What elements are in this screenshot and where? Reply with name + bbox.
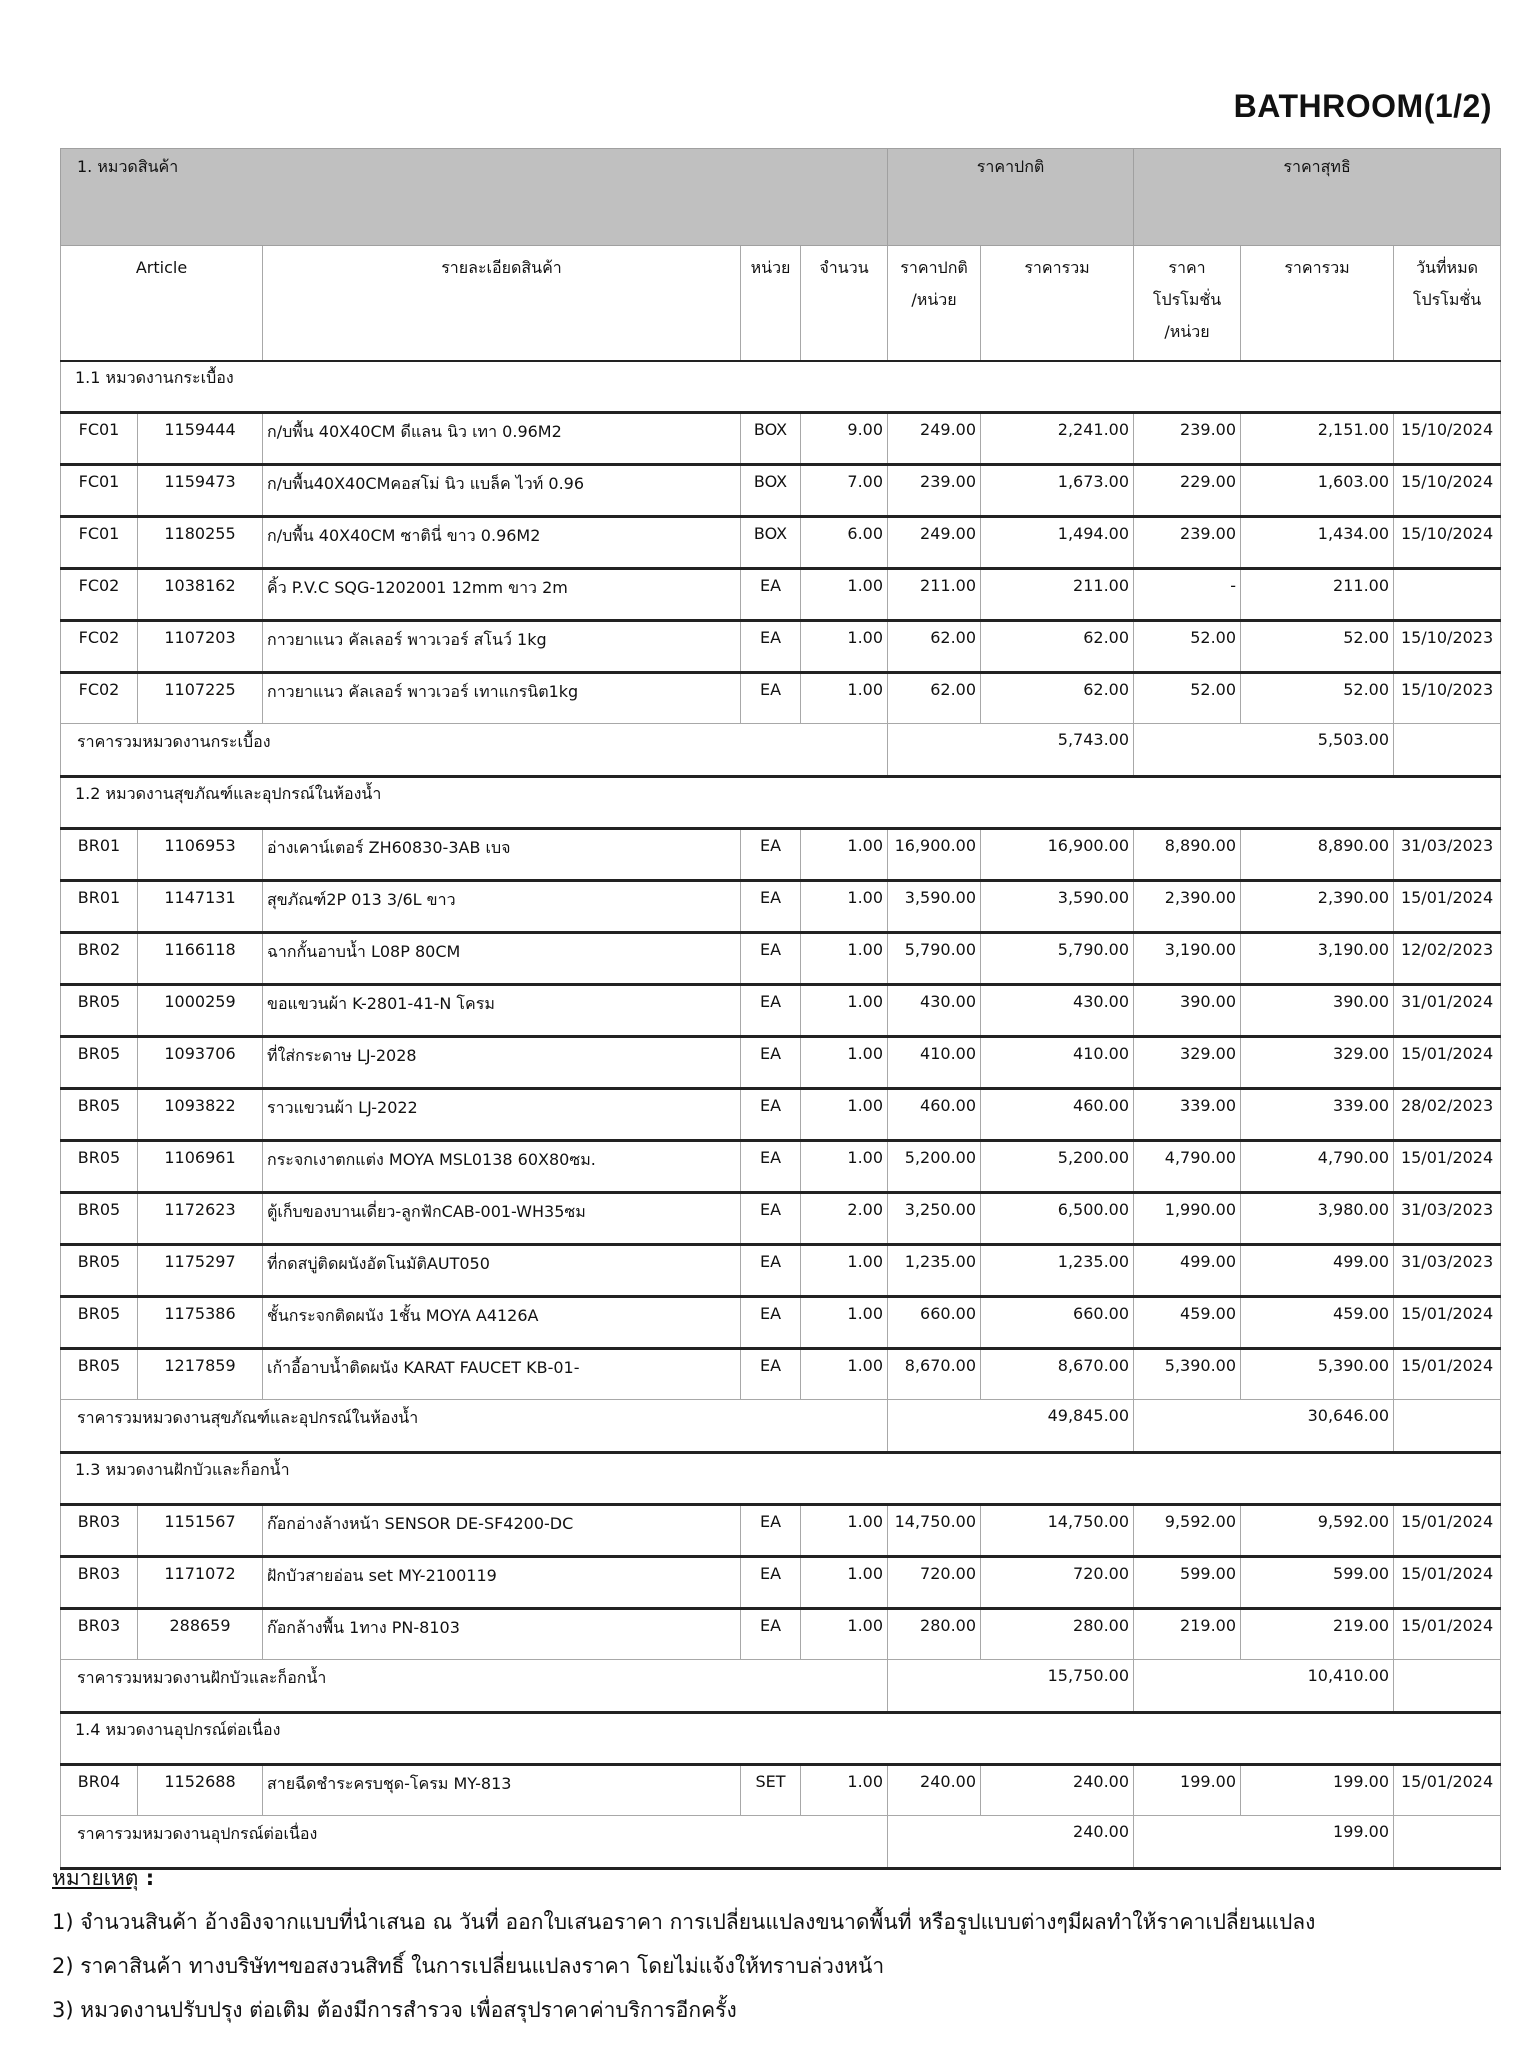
item-qty: 1.00: [801, 1765, 888, 1816]
item-total: 430.00: [981, 985, 1134, 1037]
item-promo-end: 31/03/2023: [1394, 829, 1501, 881]
item-unit: EA: [741, 933, 801, 985]
item-qty: 7.00: [801, 465, 888, 517]
item-description: เก้าอี้อาบน้ำติดผนัง KARAT FAUCET KB-01-: [263, 1349, 741, 1400]
item-total: 660.00: [981, 1297, 1134, 1349]
item-description: ตู้เก็บของบานเดี่ยว-ลูกฟักCAB-001-WH35ซม: [263, 1193, 741, 1245]
item-unit-price: 3,590.00: [888, 881, 981, 933]
item-description: ชั้นกระจกติดผนัง 1ชั้น MOYA A4126A: [263, 1297, 741, 1349]
subtotal-label: ราคารวมหมวดงานกระเบื้อง: [61, 724, 888, 777]
item-unit-price: 3,250.00: [888, 1193, 981, 1245]
item-net-total: 4,790.00: [1241, 1141, 1394, 1193]
table-row: [61, 1245, 1501, 1297]
item-unit-price: 249.00: [888, 413, 981, 465]
item-promo-price: 9,592.00: [1134, 1505, 1241, 1557]
group-code: FC02: [61, 673, 138, 724]
item-promo-price: 5,390.00: [1134, 1349, 1241, 1400]
article-number: 1038162: [138, 569, 263, 621]
item-promo-end: 15/01/2024: [1394, 1505, 1501, 1557]
item-unit-price: 720.00: [888, 1557, 981, 1609]
item-total: 5,790.00: [981, 933, 1134, 985]
item-description: ราวแขวนผ้า LJ-2022: [263, 1089, 741, 1141]
item-qty: 1.00: [801, 985, 888, 1037]
subtotal-blank: [1394, 1660, 1501, 1713]
table-row: [61, 881, 1501, 933]
item-net-total: 599.00: [1241, 1557, 1394, 1609]
item-unit: EA: [741, 1297, 801, 1349]
item-net-total: 1,434.00: [1241, 517, 1394, 569]
item-qty: 1.00: [801, 1609, 888, 1660]
item-promo-end: 15/10/2024: [1394, 517, 1501, 569]
subtotal-row: [61, 1660, 1501, 1713]
subtotal-net: 5,503.00: [1134, 724, 1394, 777]
article-number: 1175386: [138, 1297, 263, 1349]
item-net-total: 3,980.00: [1241, 1193, 1394, 1245]
item-promo-price: 239.00: [1134, 517, 1241, 569]
article-number: 1152688: [138, 1765, 263, 1816]
group-code: BR03: [61, 1505, 138, 1557]
item-net-total: 459.00: [1241, 1297, 1394, 1349]
item-promo-price: 329.00: [1134, 1037, 1241, 1089]
item-description: ก๊อกอ่างล้างหน้า SENSOR DE-SF4200-DC: [263, 1505, 741, 1557]
item-net-total: 211.00: [1241, 569, 1394, 621]
table-row: [61, 1765, 1501, 1816]
group-code: FC02: [61, 621, 138, 673]
item-total: 14,750.00: [981, 1505, 1134, 1557]
item-unit: EA: [741, 1141, 801, 1193]
subtotal-blank: [1394, 724, 1501, 777]
item-unit: EA: [741, 569, 801, 621]
section-header-row: [61, 777, 1501, 829]
subtotal-label: ราคารวมหมวดงานสุขภัณฑ์และอุปกรณ์ในห้องน้ำ: [61, 1400, 888, 1453]
article-number: 1217859: [138, 1349, 263, 1400]
item-qty: 1.00: [801, 829, 888, 881]
item-promo-price: 199.00: [1134, 1765, 1241, 1816]
item-qty: 1.00: [801, 1505, 888, 1557]
item-unit: EA: [741, 1245, 801, 1297]
item-promo-price: 52.00: [1134, 673, 1241, 724]
item-promo-end: 15/01/2024: [1394, 1557, 1501, 1609]
item-qty: 1.00: [801, 1089, 888, 1141]
group-code: BR01: [61, 881, 138, 933]
table-row: [61, 1037, 1501, 1089]
subtotal-regular: 15,750.00: [888, 1660, 1134, 1713]
item-description: ก/บพื้น 40X40CM ซาตินี่ ขาว 0.96M2: [263, 517, 741, 569]
group-code: BR01: [61, 829, 138, 881]
section-title: 1.1 หมวดงานกระเบื้อง: [61, 361, 1501, 413]
item-unit: EA: [741, 1505, 801, 1557]
item-qty: 1.00: [801, 1141, 888, 1193]
notes-colon: :: [138, 1866, 155, 1890]
subtotal-row: [61, 724, 1501, 777]
item-total: 720.00: [981, 1557, 1134, 1609]
group-code: BR05: [61, 1089, 138, 1141]
item-total: 3,590.00: [981, 881, 1134, 933]
subtotal-label: ราคารวมหมวดงานอุปกรณ์ต่อเนื่อง: [61, 1816, 888, 1869]
item-unit-price: 62.00: [888, 673, 981, 724]
item-description: กาวยาแนว คัลเลอร์ พาวเวอร์ สโนว์ 1kg: [263, 621, 741, 673]
item-promo-end: 31/03/2023: [1394, 1193, 1501, 1245]
article-number: 1159444: [138, 413, 263, 465]
item-qty: 2.00: [801, 1193, 888, 1245]
article-number: 1107203: [138, 621, 263, 673]
item-description: ก/บพื้น 40X40CM ดีแลน นิว เทา 0.96M2: [263, 413, 741, 465]
item-description: อ่างเคาน์เตอร์ ZH60830-3AB เบจ: [263, 829, 741, 881]
group-code: BR05: [61, 1037, 138, 1089]
section-title: 1.3 หมวดงานฝักบัวและก็อกน้ำ: [61, 1453, 1501, 1505]
subtotal-net: 10,410.00: [1134, 1660, 1394, 1713]
item-unit: BOX: [741, 465, 801, 517]
group-code: BR04: [61, 1765, 138, 1816]
item-total: 6,500.00: [981, 1193, 1134, 1245]
group-code: BR05: [61, 1245, 138, 1297]
group-code: BR05: [61, 1193, 138, 1245]
item-unit-price: 239.00: [888, 465, 981, 517]
item-description: คิ้ว P.V.C SQG-1202001 12mm ขาว 2m: [263, 569, 741, 621]
notes-title: หมายเหตุ: [52, 1866, 139, 1890]
item-total: 5,200.00: [981, 1141, 1134, 1193]
item-net-total: 9,592.00: [1241, 1505, 1394, 1557]
group-code: BR02: [61, 933, 138, 985]
item-unit: SET: [741, 1765, 801, 1816]
article-number: 1166118: [138, 933, 263, 985]
item-net-total: 52.00: [1241, 673, 1394, 724]
item-unit: EA: [741, 1557, 801, 1609]
col-qty: จำนวน: [801, 246, 888, 362]
subtotal-row: [61, 1400, 1501, 1453]
item-total: 240.00: [981, 1765, 1134, 1816]
header-columns-row: [61, 246, 1501, 362]
item-net-total: 8,890.00: [1241, 829, 1394, 881]
item-promo-end: 12/02/2023: [1394, 933, 1501, 985]
item-net-total: 3,190.00: [1241, 933, 1394, 985]
subtotal-label: ราคารวมหมวดงานฝักบัวและก็อกน้ำ: [61, 1660, 888, 1713]
section-title: 1.2 หมวดงานสุขภัณฑ์และอุปกรณ์ในห้องน้ำ: [61, 777, 1501, 829]
item-total: 16,900.00: [981, 829, 1134, 881]
table-row: [61, 569, 1501, 621]
article-number: 1147131: [138, 881, 263, 933]
group-code: FC01: [61, 413, 138, 465]
item-promo-end: [1394, 569, 1501, 621]
item-unit-price: 460.00: [888, 1089, 981, 1141]
subtotal-blank: [1394, 1400, 1501, 1453]
notes-block: [52, 1856, 1315, 2032]
note-line-1: 1) จำนวนสินค้า อ้างอิงจากแบบที่นำเสนอ ณ วันที่ ออกใบเสนอราคา การเปลี่ยนแปลงขนาดพื้นที่ หรือรูปแบบต่างๆมีผลทำให้ราคาเปลี่ยนแปลง: [52, 1910, 1316, 1934]
table-row: [61, 673, 1501, 724]
item-unit-price: 5,200.00: [888, 1141, 981, 1193]
item-total: 62.00: [981, 621, 1134, 673]
item-total: 62.00: [981, 673, 1134, 724]
item-promo-end: 15/01/2024: [1394, 1037, 1501, 1089]
col-article: Article: [61, 246, 263, 362]
item-description: ขอแขวนผ้า K-2801-41-N โครม: [263, 985, 741, 1037]
article-number: 1159473: [138, 465, 263, 517]
item-promo-end: 28/02/2023: [1394, 1089, 1501, 1141]
item-description: สายฉีดชำระครบชุด-โครม MY-813: [263, 1765, 741, 1816]
item-description: ก/บพื้น40X40CMคอสโม่ นิว แบล็ค ไวท์ 0.96: [263, 465, 741, 517]
item-promo-end: 31/03/2023: [1394, 1245, 1501, 1297]
table-row: [61, 1505, 1501, 1557]
article-number: 288659: [138, 1609, 263, 1660]
item-total: 1,673.00: [981, 465, 1134, 517]
section-title: 1.4 หมวดงานอุปกรณ์ต่อเนื่อง: [61, 1713, 1501, 1765]
item-promo-end: 15/10/2023: [1394, 621, 1501, 673]
regular-price-group: ราคาปกติ: [888, 149, 1134, 246]
item-promo-end: 15/01/2024: [1394, 881, 1501, 933]
item-promo-price: 229.00: [1134, 465, 1241, 517]
item-qty: 1.00: [801, 881, 888, 933]
section-header-row: [61, 361, 1501, 413]
item-net-total: 5,390.00: [1241, 1349, 1394, 1400]
item-description: ที่ใส่กระดาษ LJ-2028: [263, 1037, 741, 1089]
item-unit-price: 211.00: [888, 569, 981, 621]
item-promo-end: 31/01/2024: [1394, 985, 1501, 1037]
article-number: 1175297: [138, 1245, 263, 1297]
item-qty: 9.00: [801, 413, 888, 465]
item-unit-price: 410.00: [888, 1037, 981, 1089]
group-code: BR03: [61, 1609, 138, 1660]
item-unit: EA: [741, 673, 801, 724]
item-unit: EA: [741, 1609, 801, 1660]
item-net-total: 1,603.00: [1241, 465, 1394, 517]
table-row: [61, 1557, 1501, 1609]
col-net-total: ราคารวม: [1241, 246, 1394, 362]
item-promo-price: 499.00: [1134, 1245, 1241, 1297]
item-qty: 1.00: [801, 933, 888, 985]
item-unit-price: 1,235.00: [888, 1245, 981, 1297]
item-promo-end: 15/01/2024: [1394, 1765, 1501, 1816]
item-unit-price: 16,900.00: [888, 829, 981, 881]
item-unit-price: 240.00: [888, 1765, 981, 1816]
article-number: 1093706: [138, 1037, 263, 1089]
table-row: [61, 621, 1501, 673]
item-net-total: 329.00: [1241, 1037, 1394, 1089]
table-row: [61, 1193, 1501, 1245]
col-regular-total: ราคารวม: [981, 246, 1134, 362]
subtotal-regular: 5,743.00: [888, 724, 1134, 777]
item-description: สุขภัณฑ์2P 013 3/6L ขาว: [263, 881, 741, 933]
item-promo-price: 3,190.00: [1134, 933, 1241, 985]
group-code: BR05: [61, 985, 138, 1037]
section-header-row: [61, 1713, 1501, 1765]
item-unit-price: 62.00: [888, 621, 981, 673]
table-row: [61, 985, 1501, 1037]
col-regular-unit-price: ราคาปกติ /หน่วย: [888, 246, 981, 362]
item-promo-price: 390.00: [1134, 985, 1241, 1037]
item-total: 460.00: [981, 1089, 1134, 1141]
article-number: 1106953: [138, 829, 263, 881]
item-unit: EA: [741, 985, 801, 1037]
item-qty: 1.00: [801, 569, 888, 621]
item-promo-price: 219.00: [1134, 1609, 1241, 1660]
header-group-row: [61, 149, 1501, 246]
item-qty: 1.00: [801, 1037, 888, 1089]
subtotal-net: 199.00: [1134, 1816, 1394, 1869]
col-description: รายละเอียดสินค้า: [263, 246, 741, 362]
item-unit-price: 14,750.00: [888, 1505, 981, 1557]
item-description: ฉากกั้นอาบน้ำ L08P 80CM: [263, 933, 741, 985]
item-description: กาวยาแนว คัลเลอร์ พาวเวอร์ เทาแกรนิต1kg: [263, 673, 741, 724]
table-row: [61, 1141, 1501, 1193]
item-unit: EA: [741, 1089, 801, 1141]
col-unit: หน่วย: [741, 246, 801, 362]
table-row: [61, 1609, 1501, 1660]
item-unit: EA: [741, 1037, 801, 1089]
group-code: FC01: [61, 465, 138, 517]
subtotal-blank: [1394, 1816, 1501, 1869]
item-promo-price: 239.00: [1134, 413, 1241, 465]
item-unit-price: 430.00: [888, 985, 981, 1037]
item-promo-price: 8,890.00: [1134, 829, 1241, 881]
item-promo-price: 2,390.00: [1134, 881, 1241, 933]
section-header-row: [61, 1453, 1501, 1505]
article-number: 1000259: [138, 985, 263, 1037]
item-qty: 1.00: [801, 1297, 888, 1349]
subtotal-regular: 49,845.00: [888, 1400, 1134, 1453]
item-promo-price: 599.00: [1134, 1557, 1241, 1609]
item-net-total: 499.00: [1241, 1245, 1394, 1297]
item-net-total: 219.00: [1241, 1609, 1394, 1660]
item-total: 1,494.00: [981, 517, 1134, 569]
item-total: 2,241.00: [981, 413, 1134, 465]
table-row: [61, 1349, 1501, 1400]
article-number: 1151567: [138, 1505, 263, 1557]
group-code: BR05: [61, 1297, 138, 1349]
table-row: [61, 465, 1501, 517]
group-code: BR05: [61, 1349, 138, 1400]
item-unit: EA: [741, 1349, 801, 1400]
item-unit: EA: [741, 829, 801, 881]
item-total: 8,670.00: [981, 1349, 1134, 1400]
item-promo-price: 1,990.00: [1134, 1193, 1241, 1245]
article-number: 1180255: [138, 517, 263, 569]
item-promo-end: 15/01/2024: [1394, 1609, 1501, 1660]
subtotal-regular: 240.00: [888, 1816, 1134, 1869]
note-line-2: 2) ราคาสินค้า ทางบริษัทฯขอสงวนสิทธิ์ ในการเปลี่ยนแปลงราคา โดยไม่แจ้งให้ทราบล่วงหน้า: [52, 1954, 885, 1978]
article-number: 1171072: [138, 1557, 263, 1609]
item-unit: BOX: [741, 517, 801, 569]
category-label: 1. หมวดสินค้า: [61, 149, 888, 246]
table-row: [61, 1297, 1501, 1349]
item-net-total: 339.00: [1241, 1089, 1394, 1141]
item-net-total: 52.00: [1241, 621, 1394, 673]
subtotal-net: 30,646.00: [1134, 1400, 1394, 1453]
item-unit-price: 5,790.00: [888, 933, 981, 985]
item-description: ก๊อกล้างพื้น 1ทาง PN-8103: [263, 1609, 741, 1660]
item-description: ฝักบัวสายอ่อน set MY-2100119: [263, 1557, 741, 1609]
item-net-total: 199.00: [1241, 1765, 1394, 1816]
item-promo-price: -: [1134, 569, 1241, 621]
table-row: [61, 413, 1501, 465]
item-promo-end: 15/10/2023: [1394, 673, 1501, 724]
group-code: BR05: [61, 1141, 138, 1193]
item-promo-price: 4,790.00: [1134, 1141, 1241, 1193]
quotation-table: [60, 148, 1501, 1870]
item-unit-price: 8,670.00: [888, 1349, 981, 1400]
item-promo-price: 339.00: [1134, 1089, 1241, 1141]
col-promo-end: วันที่หมด โปรโมชั่น: [1394, 246, 1501, 362]
page-title: BATHROOM(1/2): [1233, 88, 1492, 124]
item-total: 211.00: [981, 569, 1134, 621]
group-code: FC01: [61, 517, 138, 569]
item-qty: 1.00: [801, 1349, 888, 1400]
item-qty: 6.00: [801, 517, 888, 569]
note-line-3: 3) หมวดงานปรับปรุง ต่อเติม ต้องมีการสำรวจ เพื่อสรุปราคาค่าบริการอีกครั้ง: [52, 1998, 737, 2022]
item-total: 1,235.00: [981, 1245, 1134, 1297]
article-number: 1093822: [138, 1089, 263, 1141]
item-unit-price: 280.00: [888, 1609, 981, 1660]
item-qty: 1.00: [801, 1245, 888, 1297]
article-number: 1106961: [138, 1141, 263, 1193]
item-unit: EA: [741, 1193, 801, 1245]
item-description: ที่กดสบู่ติดผนังอัตโนมัติAUT050: [263, 1245, 741, 1297]
item-promo-end: 15/01/2024: [1394, 1141, 1501, 1193]
item-net-total: 2,151.00: [1241, 413, 1394, 465]
item-unit: EA: [741, 621, 801, 673]
item-net-total: 2,390.00: [1241, 881, 1394, 933]
table-row: [61, 829, 1501, 881]
item-promo-end: 15/01/2024: [1394, 1297, 1501, 1349]
item-unit: BOX: [741, 413, 801, 465]
item-qty: 1.00: [801, 673, 888, 724]
group-code: BR03: [61, 1557, 138, 1609]
item-qty: 1.00: [801, 1557, 888, 1609]
article-number: 1172623: [138, 1193, 263, 1245]
item-promo-end: 15/01/2024: [1394, 1349, 1501, 1400]
item-qty: 1.00: [801, 621, 888, 673]
article-number: 1107225: [138, 673, 263, 724]
item-unit: EA: [741, 881, 801, 933]
item-promo-end: 15/10/2024: [1394, 413, 1501, 465]
item-net-total: 390.00: [1241, 985, 1394, 1037]
item-total: 410.00: [981, 1037, 1134, 1089]
item-total: 280.00: [981, 1609, 1134, 1660]
item-description: กระจกเงาตกแต่ง MOYA MSL0138 60X80ซม.: [263, 1141, 741, 1193]
table-row: [61, 933, 1501, 985]
group-code: FC02: [61, 569, 138, 621]
item-promo-price: 459.00: [1134, 1297, 1241, 1349]
item-unit-price: 660.00: [888, 1297, 981, 1349]
net-price-group: ราคาสุทธิ: [1134, 149, 1501, 246]
table-row: [61, 1089, 1501, 1141]
col-promo-price: ราคา โปรโมชั่น /หน่วย: [1134, 246, 1241, 362]
item-unit-price: 249.00: [888, 517, 981, 569]
item-promo-end: 15/10/2024: [1394, 465, 1501, 517]
table-row: [61, 517, 1501, 569]
item-promo-price: 52.00: [1134, 621, 1241, 673]
